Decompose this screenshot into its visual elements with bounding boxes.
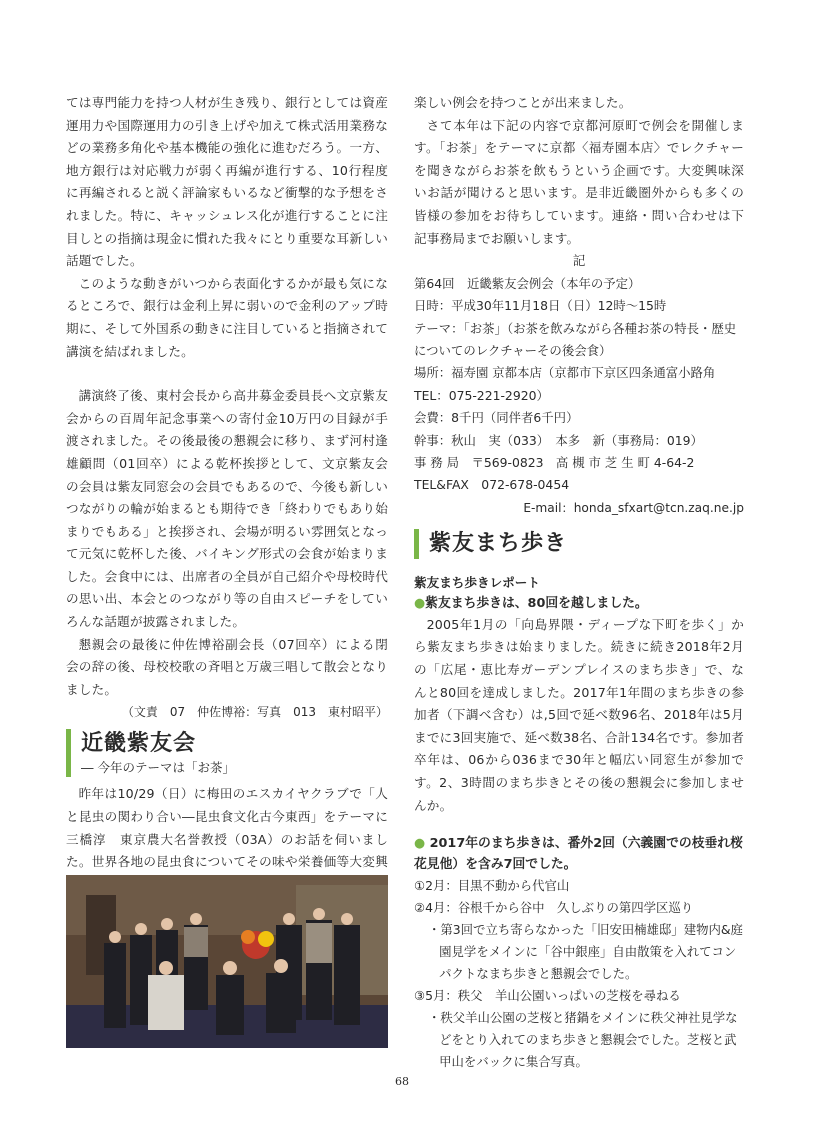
event-detail: 日時：平成30年11月18日（日）12時～15時 xyxy=(414,298,667,314)
body-paragraph: 2005年1月の「向島界隈・ディープな下町を歩く」から紫友まち歩きは始まりました。続きに続き2018年2月の「広尾・恵比寿ガーデンプレイスのまち歩き」で、なんと80回を達成しました。2017年1年間のまち歩きの参加者（下調べ含む）は,5回で延べ数96名、2018年は5月までに3回実施で、延べ数38名、合計134名です。参加者卒年は、06から036まで30年と幅広い同窓生が参加です。2、3時間のまち歩きとその後の懇親会に参加しませんか。 xyxy=(414,616,744,813)
highlight-bullet xyxy=(414,833,744,875)
list-item: ③5月：秩父 羊山公園いっぱいの芝桜を尋ねる xyxy=(414,988,681,1004)
bullet-dot-icon: ● xyxy=(414,836,430,852)
list-sub-item: ・秩父羊山公園の芝桜と猪鍋をメインに秩父神社見学などをとり入れてのまち歩きと懇親会でした。芝桜と武甲山をバックに集合写真。 xyxy=(428,1010,738,1070)
section-title: 紫友まち歩き xyxy=(429,530,568,556)
list-item: ①2月：目黒不動から代官山 xyxy=(414,878,570,894)
list-sub-item: ・第3回で立ち寄らなかった「旧安田楠雄邸」建物内&庭園見学をメインに「谷中銀座」自由散策を入れてコンパクトなまち歩きと懇親会でした。 xyxy=(428,922,743,982)
event-detail: 幹事：秋山 実（033） 本多 新（事務局：019） xyxy=(414,432,703,448)
body-paragraph: さて本年は下記の内容で京都河原町で例会を開催します。「お茶」をテーマに京都〈福寿園本店〉でレクチャーを聞きながらお茶を飲もうという企画です。大変興味深いお話が聞けると思います。是非近畿圏外からも多くの皆様の参加をお待ちしています。連絡・問い合わせは下記事務局までお願いします。 xyxy=(414,117,744,246)
event-detail: 会費：8千円（同伴者6千円） xyxy=(414,410,579,426)
event-detail: 第64回 近畿紫友会例会（本年の予定） xyxy=(414,275,641,291)
body-paragraph: 昨年は10/29（日）に梅田のエスカイヤクラブで「人と昆虫の関わり合い―昆虫食文化古今東西」をテーマに三橋淳 東京農大名誉教授（03A）のお話を伺いました。世界各地の昆虫食についてその味や栄養価等大変興 xyxy=(66,786,388,870)
body-paragraph: 講演終了後、東村会長から高井募金委員長へ文京紫友会からの百周年記念事業への寄付金10万円の目録が手渡されました。その後最後の懇親会に移り、まず河村逢雄顧問（01回卒）による乾杯挨拶として、文京紫友会の会員は紫友同窓会の会員でもあるので、今後も新しいつながりの輪が始まるとも期待でき「終わりでもあり始まりでもある」と挨拶され、会場が明るい雰囲気となって元気に乾杯した後、バイキング形式の会食が始まりました。会食中には、出席者の全員が自己紹介や母校時代の思い出、本会とのつながり等の自由スピーチをしていろんな話題が披露されました。 xyxy=(66,388,388,630)
event-detail: 場所：福寿園 京都本店（京都市下京区四条通富小路角 TEL：075-221-2920） xyxy=(414,365,728,403)
body-paragraph: ては専門能力を持つ人材が生き残り、銀行としては資産運用力や国際運用力の引き上げや加えて株式活用業務などの業務多角化や基本機能の強化に進むだろう。一方、地方銀行は対応戦力が弱く再編が進行する、10行程度に再編されると説く評論家もいるなど衝撃的な予想をされました。特に、キャッシュレス化が進行することに注目しとの指摘は現金に慣れた我々にとり重要な耳新しい話題でした。 xyxy=(66,95,388,269)
section-title: 近畿紫友会 xyxy=(81,731,197,757)
list-item: ②4月：谷根千から谷中 久しぶりの第四学区巡り xyxy=(414,900,694,916)
highlight-bullet xyxy=(414,593,744,614)
event-detail: TEL&FAX 072-678-0454 xyxy=(414,477,570,493)
group-photo-illustration xyxy=(66,875,388,1048)
spacer xyxy=(414,817,744,833)
right-column xyxy=(414,92,744,1073)
event-detail: テーマ：「お茶」（お茶を飲みながら各種お茶の特長・歴史についてのレクチャーその後会食） xyxy=(414,320,737,358)
group-photo xyxy=(66,875,388,1048)
section-heading-kinki xyxy=(66,729,388,777)
bullet-dot-icon: ● xyxy=(414,595,426,611)
body-paragraph: このような動きがいつから表面化するかが最も気になるところで、銀行は金利上昇に弱いので金利のアップ時期に、そして外国系の動きに注目していると指摘されて講演を結ばれました。 xyxy=(66,275,388,359)
section-heading-machiaruki xyxy=(414,529,744,559)
highlight-text: 2017年のまち歩きは、番外2回（六義園での枝垂れ桜花見他）を含み7回でした。 xyxy=(414,836,743,873)
notice-mark: 記 xyxy=(572,253,586,269)
left-column xyxy=(66,92,388,919)
article-credit: （文責 07 仲佐博裕：写真 013 東村昭平） xyxy=(121,705,388,720)
report-label: 紫友まち歩きレポート xyxy=(414,574,540,590)
page-number: 68 xyxy=(395,1075,409,1088)
section-subtitle: ― 今年のテーマは「お茶」 xyxy=(81,760,235,776)
body-paragraph: 懇親会の最後に仲佐博裕副会長（07回卒）による閉会の辞の後、母校校歌の斉唱と万歳三唱して散会となりました。 xyxy=(66,636,388,697)
body-paragraph: 楽しい例会を持つことが出来ました。 xyxy=(414,95,632,110)
spacer xyxy=(66,363,388,385)
highlight-text: 紫友まち歩きは、80回を越しました。 xyxy=(425,595,648,611)
contact-email: E-mail：honda_sfxart@tcn.zaq.ne.jp xyxy=(523,500,744,515)
event-detail: 事 務 局 〒569-0823 高 槻 市 芝 生 町 4-64-2 xyxy=(414,455,695,470)
